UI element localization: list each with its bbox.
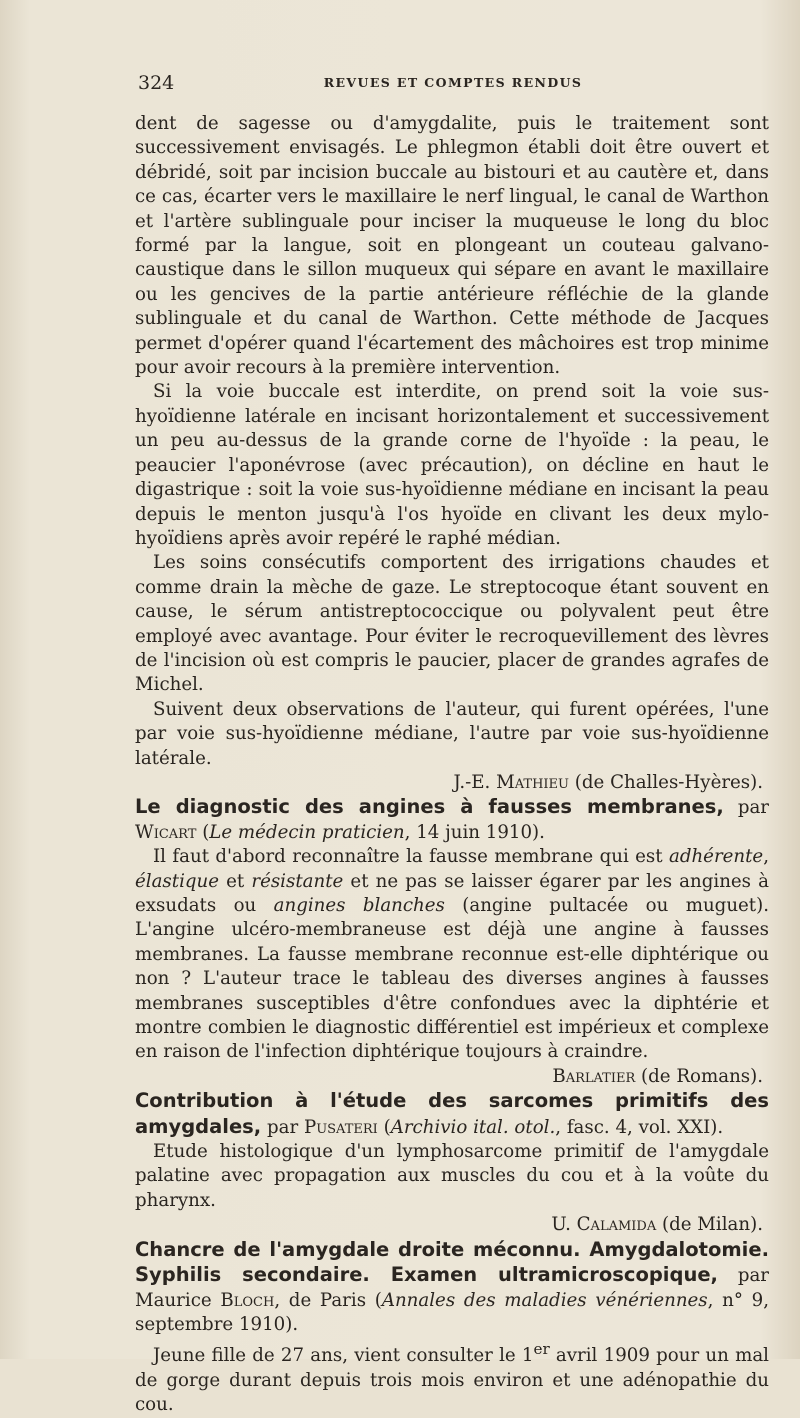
signature-place: (de Challes-Hyères).: [569, 771, 763, 793]
article-text-sarcomes: Etude histologique d'un lymphosarcome primitif de l'amygdale palatine avec propagation aux muscles du cou et à la voûte du pharynx.: [135, 1141, 769, 1211]
article-title: Contribution à l'étude des sarcomes primitifs des amygdales,: [135, 1089, 769, 1138]
signature-calamida: [135, 1213, 769, 1237]
signature-barlatier: [135, 1065, 769, 1089]
running-head: REVUES ET COMPTES RENDUS: [323, 75, 583, 90]
article-text-diagnostic: Il faut d'abord reconnaître la fausse membrane qui est adhérente, élastique et résistante et ne pas se laisser égarer par les angines à exsudats ou angines blanches (angine pultacée ou muguet). L'angine ulcéro-membraneuse est déjà une angine à fausses membranes. La fausse membrane reconnue est-elle diphtérique ou non ? L'auteur trace le tableau des diverses angines à fausses membranes susceptibles d'être confondues avec la diphtérie et montre combien le diagnostic différentiel est impérieux et complexe en raison de l'infection diphtérique toujours à craindre.: [135, 846, 769, 1063]
article-journal: Archivio ital. otol.: [390, 1116, 556, 1138]
article-journal: Le médecin praticien: [209, 821, 405, 843]
page-number: 324: [138, 72, 175, 94]
article-heading-sarcomes: Contribution à l'étude des sarcomes primitifs des amygdales, par Pusateri (Archivio ital. otol., fasc. 4, vol. XXI).: [135, 1089, 769, 1138]
article-title: Chancre de l'amygdale droite méconnu. Amygdalotomie. Syphilis secondaire. Examen ultramicroscopique,: [135, 1237, 769, 1287]
signature-name: U. Calamida: [551, 1214, 657, 1236]
article-heading-chancre: Chancre de l'amygdale droite méconnu. Amygdalotomie. Syphilis secondaire. Examen ultramicroscopique, par Maurice Bloch, de Paris (Annales des maladies vénériennes, n° 9, septembre 1910).: [135, 1237, 770, 1335]
page-header: [138, 72, 768, 96]
article-text-chancre: Jeune fille de 27 ans, vient consulter le 1er avril 1909 pour un mal de gorge durant depuis trois mois environ et une adénopathie du cou.: [135, 1340, 769, 1416]
article-author: Bloch: [220, 1289, 275, 1311]
paragraph-soins-consecutifs: Les soins consécutifs comportent des irrigations chaudes et comme drain la mèche de gaze. Le streptocoque étant souvent en cause, le sérum antistreptococcique ou polyvalent peut être employé avec avantage. Pour éviter le recroquevillement des lèvres de l'incision où est compris le paucier, placer de grandes agrafes de Michel.: [135, 552, 769, 696]
article-title: Le diagnostic des angines à fausses membranes,: [135, 795, 724, 819]
paragraph-voie-sus-hyoidienne: Si la voie buccale est interdite, on prend soit la voie sus-hyoïdienne latérale en incisant horizontalement et successivement un peu au-dessus de la grande corne de l'hyoïde : la peau, le peaucier l'aponévrose (avec précaution), on décline en haut le digastrique : soit la voie sus-hyoïdienne médiane en incisant la peau depuis le menton jusqu'à l'os hyoïde en clivant les deux mylo-hyoïdiens après avoir repéré le raphé médian.: [135, 381, 769, 549]
signature-place: (de Romans).: [635, 1065, 763, 1087]
signature-mathieu: [135, 771, 769, 795]
signature-name: J.-E. Mathieu: [453, 771, 570, 793]
article-heading-diagnostic: Le diagnostic des angines à fausses membranes, par Wicart (Le médecin praticien, 14 juin 1910).: [135, 795, 769, 843]
article-journal: Annales des maladies vénériennes: [381, 1289, 708, 1311]
signature-place: (de Milan).: [656, 1214, 763, 1236]
article-author: Pusateri: [303, 1116, 378, 1138]
page-content: [135, 112, 769, 1418]
article-author: Wicart: [135, 821, 197, 843]
paragraph-observations: Suivent deux observations de l'auteur, qui furent opérées, l'une par voie sus-hyoïdienne médiane, l'autre par voie sus-hyoïdienne latérale.: [135, 698, 769, 769]
paragraph-continued: dent de sagesse ou d'amygdalite, puis le traitement sont successivement envisagés. Le phlegmon établi doit être ouvert et débridé, soit par incision buccale au bistouri et au cautère et, dans ce cas, écarter vers le maxillaire le nerf lingual, le canal de Warthon et l'artère sublinguale pour inciser la muqueuse le long du bloc formé par la langue, soit en plongeant un couteau galvano-caustique dans le sillon muqueux qui sépare en avant le maxillaire ou les gencives de la partie antérieure réfléchie de la glande sublinguale et du canal de Warthon. Cette méthode de Jacques permet d'opérer quand l'écartement des mâchoires est trop minime pour avoir recours à la première intervention.: [135, 113, 769, 379]
signature-name: Barlatier: [552, 1065, 636, 1087]
